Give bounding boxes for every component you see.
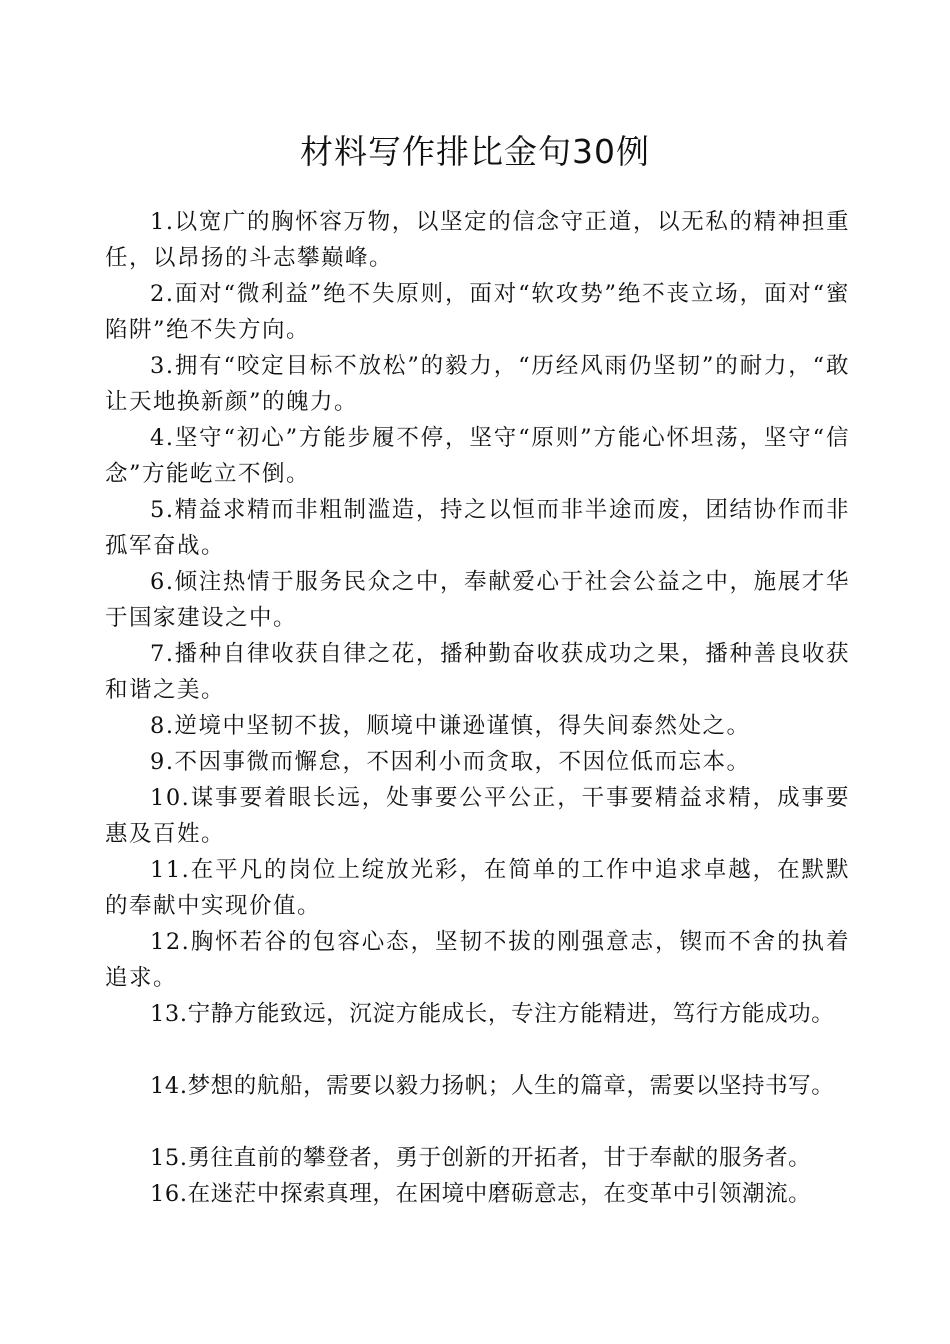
page-title: 材料写作排比金句30例: [300, 132, 650, 171]
list-item-2: 2.面对“微利益”绝不失原则，面对“软攻势”绝不丧立场，面对“蜜陷阱”绝不失方向。: [105, 281, 850, 343]
document-body: [105, 204, 850, 1212]
list-item-4: 4.坚守“初心”方能步履不停，坚守“原则”方能心怀坦荡，坚守“信念”方能屹立不倒。: [105, 425, 850, 487]
list-item-14: 14.梦想的航船，需要以毅力扬帆；人生的篇章，需要以坚持书写。: [150, 1073, 835, 1099]
list-item-13: 13.宁静方能致远，沉淀方能成长，专注方能精进，笃行方能成功。: [150, 1001, 835, 1027]
list-item-5: 5.精益求精而非粗制滥造，持之以恒而非半途而废，团结协作而非孤军奋战。: [105, 497, 850, 559]
list-item-8: 8.逆境中坚韧不拔，顺境中谦逊谨慎，得失间泰然处之。: [150, 713, 751, 739]
list-item-11: 11.在平凡的岗位上绽放光彩，在简单的工作中追求卓越，在默默的奉献中实现价值。: [105, 857, 850, 919]
list-item-15: 15.勇往直前的攀登者，勇于创新的开拓者，甘于奉献的服务者。: [150, 1145, 812, 1171]
list-item-1: 1.以宽广的胸怀容万物，以坚定的信念守正道，以无私的精神担重任，以昂扬的斗志攀巅峰。: [105, 209, 850, 271]
list-item-12: 12.胸怀若谷的包容心态，坚韧不拔的刚强意志，锲而不舍的执着追求。: [105, 929, 850, 991]
list-item-3: 3.拥有“咬定目标不放松”的毅力，“历经风雨仍坚韧”的耐力，“敢让天地换新颜”的魄力。: [105, 353, 850, 415]
list-item-10: 10.谋事要着眼长远，处事要公平公正，干事要精益求精，成事要惠及百姓。: [105, 785, 850, 847]
list-item-7: 7.播种自律收获自律之花，播种勤奋收获成功之果，播种善良收获和谐之美。: [105, 641, 850, 703]
list-item-9: 9.不因事微而懈怠，不因利小而贪取，不因位低而忘本。: [150, 749, 751, 775]
list-item-16: 16.在迷茫中探索真理，在困境中磨砺意志，在变革中引领潮流。: [150, 1181, 812, 1207]
list-item-6: 6.倾注热情于服务民众之中，奉献爱心于社会公益之中，施展才华于国家建设之中。: [105, 569, 850, 631]
